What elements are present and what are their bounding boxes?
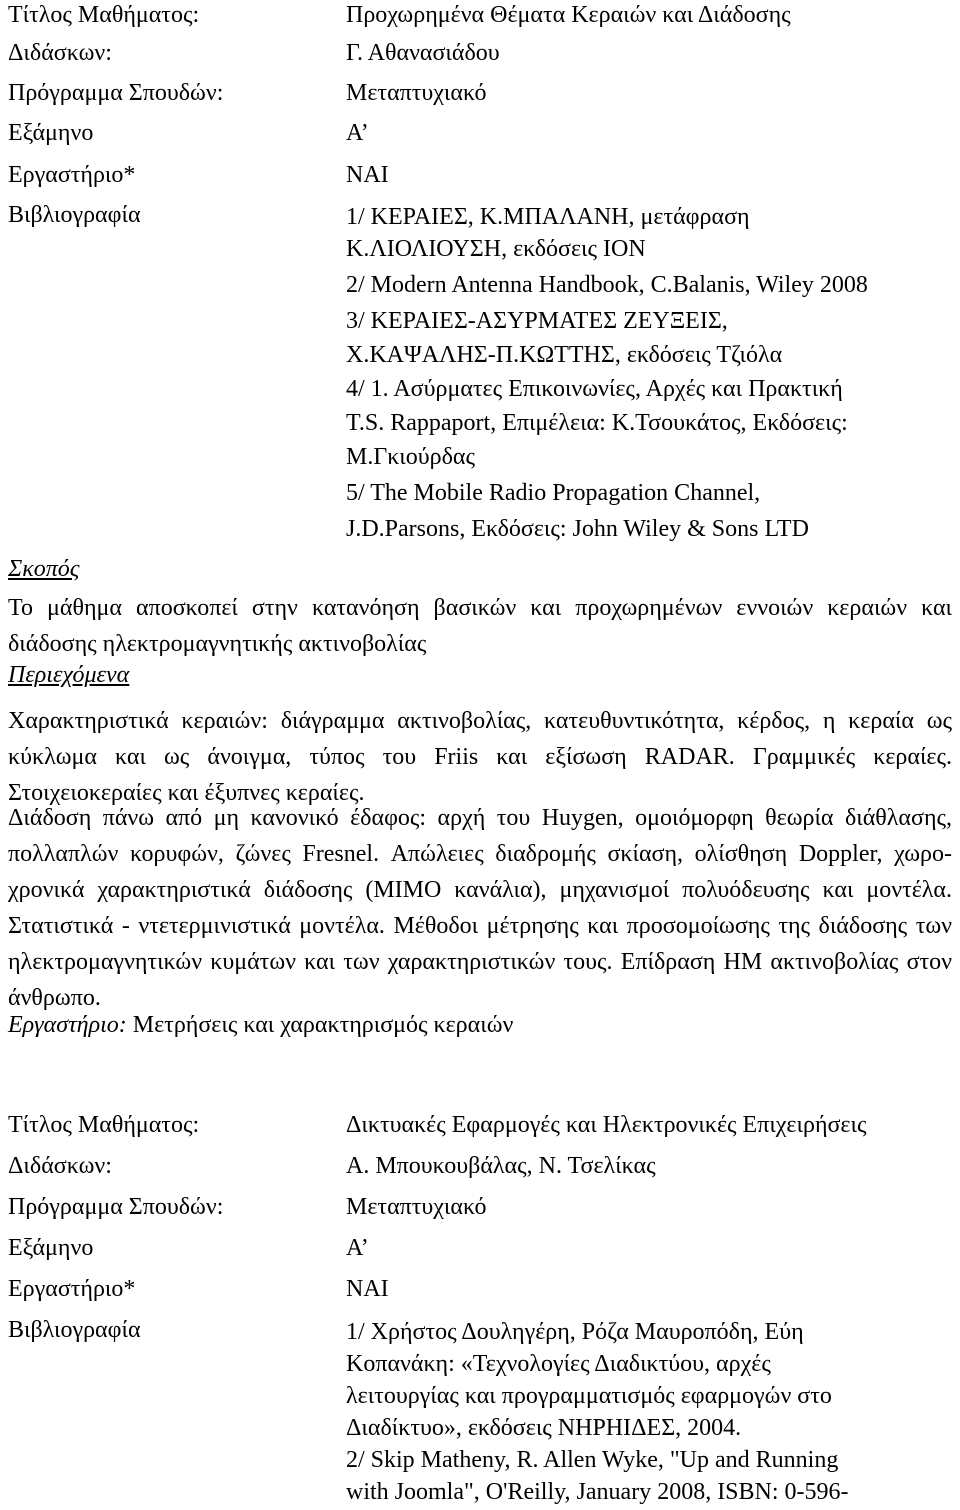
- course2-bibliography-label: Βιβλιογραφία: [8, 1317, 141, 1343]
- bibliography-line: with Joomla", O'Reilly, January 2008, ISBN: 0-596-: [346, 1479, 849, 1505]
- course2-program-label: Πρόγραμμα Σπουδών:: [8, 1194, 224, 1220]
- course2-instructor-label: Διδάσκων:: [8, 1153, 112, 1179]
- course2-lab-label: Εργαστήριο*: [8, 1276, 136, 1302]
- bibliography-line: 3/ ΚΕΡΑΙΕΣ-ΑΣΥΡΜΑΤΕΣ ΖΕΥΞΕΙΣ,: [346, 308, 728, 334]
- bibliography-line: Κ.ΛΙΟΛΙΟΥΣΗ, εκδόσεις ΙΟΝ: [346, 236, 646, 262]
- course2-program-value: Μεταπτυχιακό: [346, 1194, 487, 1220]
- aim-text: Το μάθημα αποσκοπεί στην κατανόηση βασικών και προχωρημένων εννοιών κεραιών και διάδοσης ηλεκτρομαγνητικής ακτινοβολίας: [8, 595, 952, 657]
- bibliography-line: 1/ ΚΕΡΑΙΕΣ, Κ.ΜΠΑΛΑΝΗ, μετάφραση: [346, 204, 750, 230]
- contents-paragraph-2: Διάδοση πάνω από μη κανονικό έδαφος: αρχή του Huygen, ομοιόμορφη θεωρία διάθλασης, πολλαπλών κορυφών, ζώνες Fresnel. Απώλειες διαδρομής σκίαση, ολίσθηση Doppler, χωρο-χρονικά χαρακτηριστικά διάδοσης (MIMO κανάλια), μηχανισμοί πολυόδευσης και μοντέλα. Στατιστικά - ντετερμινιστικά μοντέλα. Μέθοδοι μέτρησης και προσομοίωσης της διάδοσης των ηλεκτρομαγνητικών κυμάτων και των χαρακτηριστικών τους. Επίδραση ΗΜ ακτινοβολίας στον άνθρωπο.: [8, 805, 952, 1011]
- bibliography-line: Κοπανάκη: «Τεχνολογίες Διαδικτύου, αρχές: [346, 1351, 771, 1377]
- bibliography-line: 5/ The Mobile Radio Propagation Channel,: [346, 480, 761, 506]
- bibliography-line: Μ.Γκιούρδας: [346, 444, 476, 470]
- course1-program-value: Μεταπτυχιακό: [346, 80, 487, 106]
- course1-title-value: Προχωρημένα Θέματα Κεραιών και Διάδοσης: [346, 2, 791, 28]
- bibliography-line: J.D.Parsons, Εκδόσεις: John Wiley & Sons LTD: [346, 516, 809, 542]
- course2-lab-value: ΝΑΙ: [346, 1276, 389, 1302]
- course2-semester-value: Α’: [346, 1235, 369, 1261]
- course2-semester-label: Εξάμηνο: [8, 1235, 94, 1261]
- course1-lab-value: ΝΑΙ: [346, 162, 389, 188]
- course1-program-label: Πρόγραμμα Σπουδών:: [8, 80, 224, 106]
- bibliography-line: 2/ Skip Matheny, R. Allen Wyke, "Up and Running: [346, 1447, 839, 1473]
- course1-semester-label: Εξάμηνο: [8, 120, 94, 146]
- course1-instructor-value: Γ. Αθανασιάδου: [346, 40, 500, 66]
- aim-heading: Σκοπός: [8, 556, 80, 582]
- course1-title-label: Τίτλος Μαθήματος:: [8, 2, 200, 28]
- lab-label: Εργαστήριο:: [8, 1012, 127, 1038]
- course2-title-value: Δικτυακές Εφαρμογές και Ηλεκτρονικές Επιχειρήσεις: [346, 1112, 867, 1138]
- bibliography-line: 4/ 1. Ασύρματες Επικοινωνίες, Αρχές και Πρακτική: [346, 376, 843, 402]
- course1-instructor-label: Διδάσκων:: [8, 40, 112, 66]
- contents-heading: Περιεχόμενα: [8, 662, 130, 688]
- bibliography-line: 2/ Modern Antenna Handbook, C.Balanis, Wiley 2008: [346, 272, 868, 298]
- course1-bibliography-label: Βιβλιογραφία: [8, 202, 141, 228]
- bibliography-line: Διαδίκτυο», εκδόσεις ΝΗΡΗΙΔΕΣ, 2004.: [346, 1415, 742, 1441]
- contents-paragraph-1: Χαρακτηριστικά κεραιών: διάγραμμα ακτινοβολίας, κατευθυντικότητα, κέρδος, η κεραία ως κύκλωμα και ως άνοιγμα, τύπος του Friis και εξίσωση RADAR. Γραμμικές κεραίες. Στοιχειοκεραίες και έξυπνες κεραίες.: [8, 708, 953, 806]
- course2-title-label: Τίτλος Μαθήματος:: [8, 1112, 200, 1138]
- course1-lab-label: Εργαστήριο*: [8, 162, 136, 188]
- bibliography-line: 1/ Χρήστος Δουληγέρη, Ρόζα Μαυροπόδη, Εύη: [346, 1319, 804, 1345]
- bibliography-line: λειτουργίας και προγραμματισμός εφαρμογών στο: [346, 1383, 832, 1409]
- lab-text: Μετρήσεις και χαρακτηρισμός κεραιών: [132, 1012, 514, 1038]
- course1-semester-value: Α’: [346, 120, 369, 146]
- lab-line: [8, 1010, 513, 1040]
- course2-instructor-value: Α. Μπουκουβάλας, Ν. Τσελίκας: [346, 1153, 656, 1179]
- bibliography-line: Χ.ΚΑΨΑΛΗΣ-Π.ΚΩΤΤΗΣ, εκδόσεις Τζιόλα: [346, 342, 783, 368]
- bibliography-line: T.S. Rappaport, Επιμέλεια: Κ.Τσουκάτος, Εκδόσεις:: [346, 410, 848, 436]
